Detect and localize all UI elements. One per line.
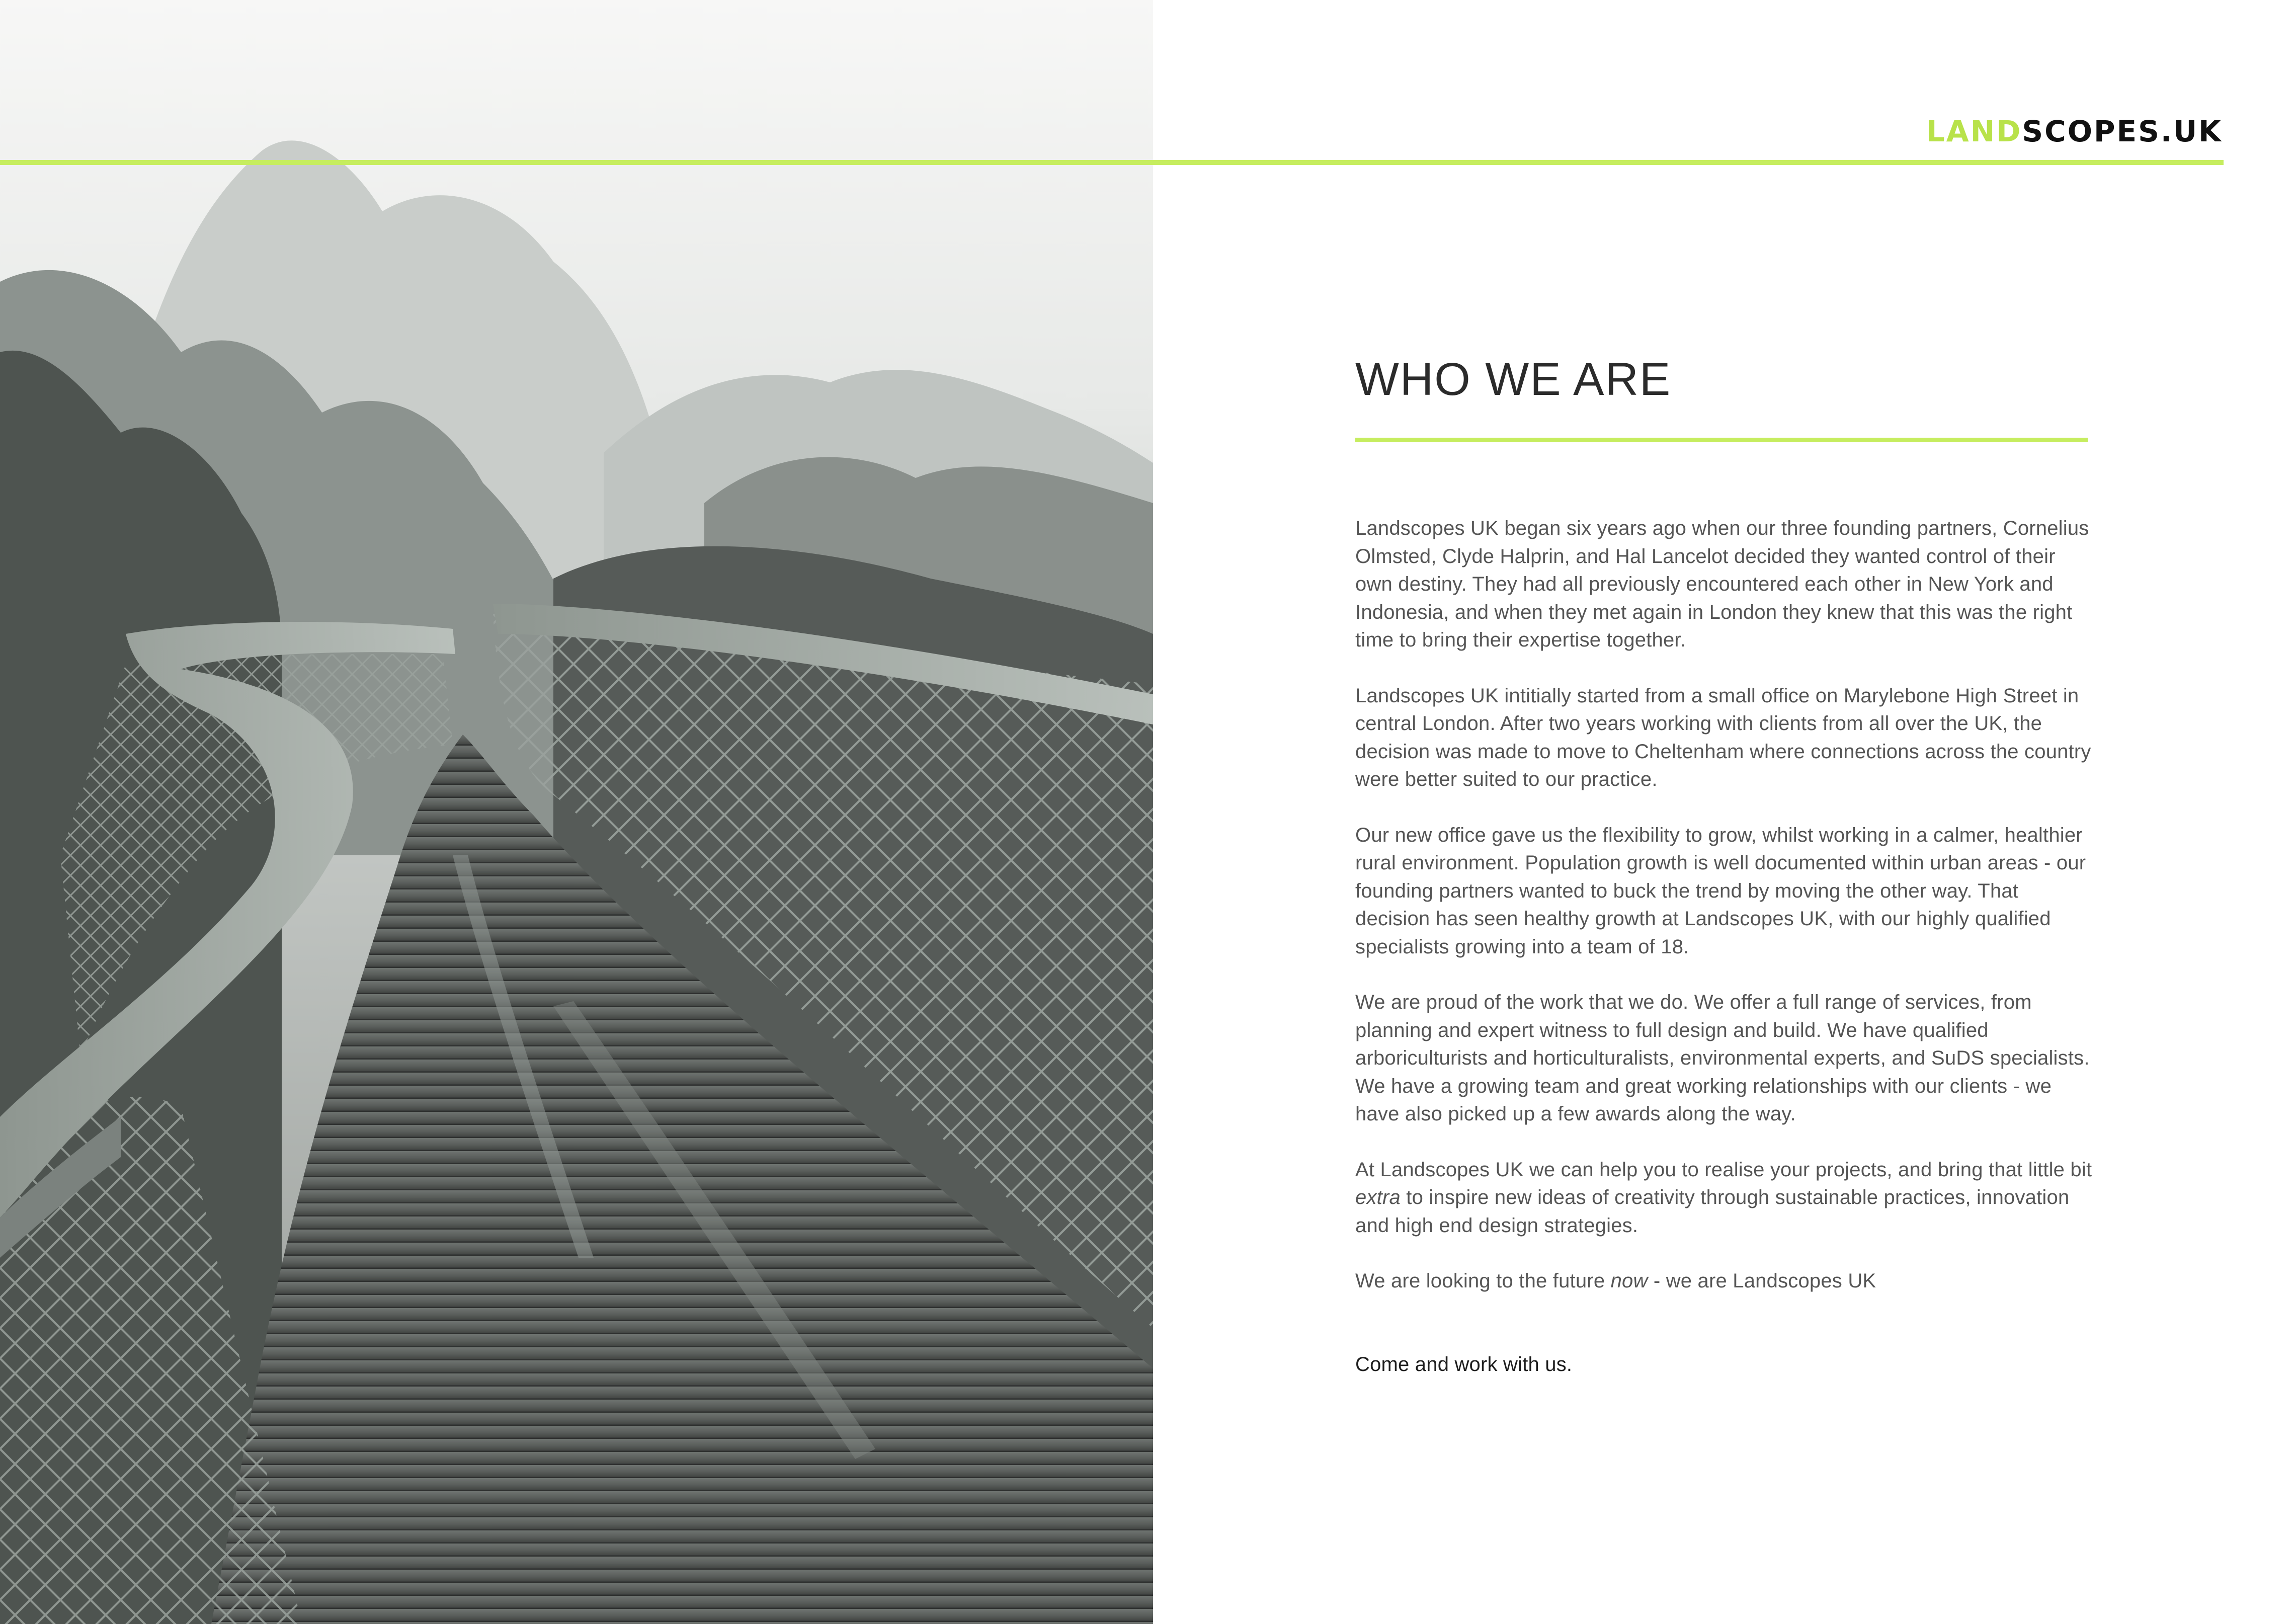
projects-text-start: At Landscopes UK we can help you to realise your projects, and bring that little bit xyxy=(1355,1158,2092,1181)
future-text-start: We are looking to the future xyxy=(1355,1270,1611,1292)
paragraph-future xyxy=(1355,1267,2095,1295)
paragraph-founding: Landscopes UK began six years ago when our three founding partners, Cornelius Olmsted, Clyde Halprin, and Hal Lancelot decided they wanted control of their own destiny. They had all previously encountered each other in New York and Indonesia, and when they met again in London they knew that this was the right time to bring their expertise together. xyxy=(1355,517,2089,651)
paragraph-projects xyxy=(1355,1156,2095,1240)
logo-part-scopes: SCOPES.UK xyxy=(2022,114,2223,148)
landscopes-logo[interactable] xyxy=(1926,114,2223,148)
body-copy xyxy=(1355,515,2095,1378)
section-title: WHO WE ARE xyxy=(1355,354,1672,405)
call-to-action: Come and work with us. xyxy=(1355,1353,1573,1375)
projects-emphasis: extra xyxy=(1355,1186,1401,1208)
title-accent-rule xyxy=(1355,438,2088,442)
header-accent-rule xyxy=(0,160,2224,165)
paragraph-growth: Our new office gave us the flexibility to grow, whilst working in a calmer, healthier rural environment. Population growth is well documented within urban areas - our founding partners wanted to buck the trend by moving the other way. That decision has seen healthy growth at Landscopes UK, with our highly qualified specialists growing into a team of 18. xyxy=(1355,824,2086,958)
paragraph-services: We are proud of the work that we do. We offer a full range of services, from planning and expert witness to full design and build. We have qualified arboriculturists and horticulturalists, environmental experts, and SuDS specialists. We have a growing team and great working relationships with our clients - we have also picked up a few awards along the way. xyxy=(1355,991,2090,1125)
future-emphasis: now xyxy=(1610,1270,1648,1292)
paragraph-office: Landscopes UK intitially started from a small office on Marylebone High Street in central London. After two years working with clients from all over the UK, the decision was made to move to Cheltenham where connections across the country were better suited to our practice. xyxy=(1355,684,2091,790)
logo-part-land: LAND xyxy=(1926,114,2022,148)
future-text-end: - we are Landscopes UK xyxy=(1648,1270,1876,1292)
projects-text-end: to inspire new ideas of creativity through sustainable practices, innovation and high end design strategies. xyxy=(1355,1186,2070,1237)
